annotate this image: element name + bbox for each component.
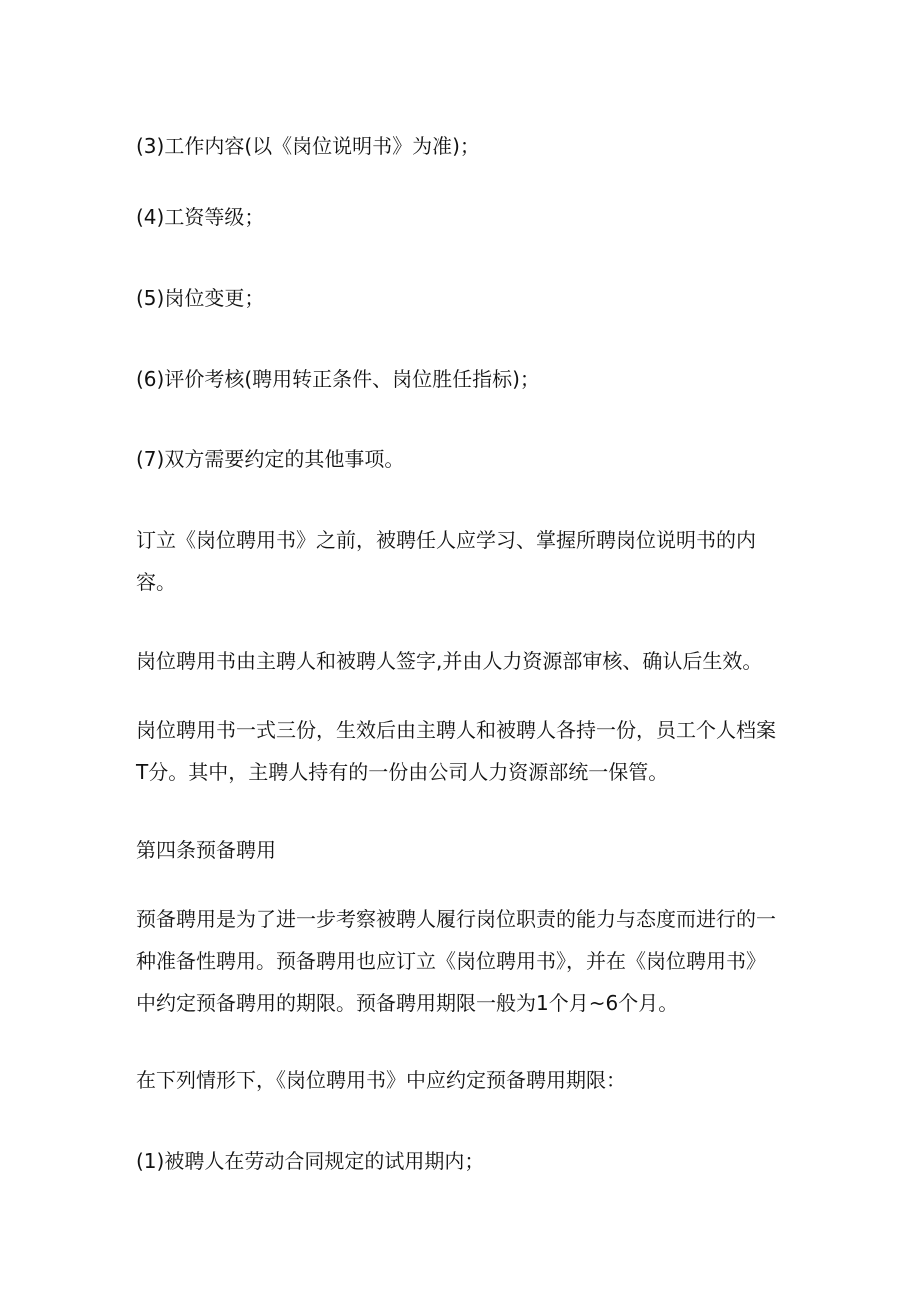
paragraph-line: (5)岗位变更； [136, 286, 265, 310]
paragraph-line: 容。 [136, 570, 176, 594]
paragraph-line: 订立《岗位聘用书》之前，被聘任人应学习、掌握所聘岗位说明书的内 [136, 528, 756, 552]
paragraph-line: 预备聘用是为了进一步考察被聘人履行岗位职责的能力与态度而进行的一 [136, 907, 776, 931]
paragraph-line: 岗位聘用书由主聘人和被聘人签字,并由人力资源部审核、确认后生效。 [136, 649, 763, 673]
paragraph-item-4 [136, 196, 796, 238]
paragraph-line: T分。其中，主聘人持有的一份由公司人力资源部统一保管。 [136, 760, 669, 784]
paragraph-line: (1)被聘人在劳动合同规定的试用期内； [136, 1149, 485, 1173]
paragraph-line: 岗位聘用书一式三份，生效后由主聘人和被聘人各持一份，员工个人档案 [136, 718, 776, 742]
paragraph-item-7 [136, 438, 796, 480]
paragraph-line: 中约定预备聘用的期限。预备聘用期限一般为1个月~6个月。 [136, 991, 679, 1015]
paragraph-signing [136, 640, 796, 682]
paragraph-preparation [136, 519, 796, 603]
paragraph-item-3 [136, 125, 796, 167]
paragraph-line: 第四条预备聘用 [136, 838, 276, 862]
paragraph-probation-definition [136, 898, 796, 1024]
paragraph-line: (6)评价考核(聘用转正条件、岗位胜任指标)； [136, 367, 540, 391]
paragraph-copies [136, 709, 796, 793]
paragraph-condition-1 [136, 1140, 796, 1182]
paragraph-item-6 [136, 358, 796, 400]
paragraph-line: (7)双方需要约定的其他事项。 [136, 447, 405, 471]
paragraph-line: (4)工资等级； [136, 205, 265, 229]
paragraph-line: 在下列情形下，《岗位聘用书》中应约定预备聘用期限： [136, 1068, 626, 1092]
paragraph-conditions-intro [136, 1059, 796, 1101]
section-heading [136, 829, 796, 871]
paragraph-line: 种准备性聘用。预备聘用也应订立《岗位聘用书》，并在《岗位聘用书》 [136, 949, 766, 973]
paragraph-line: (3)工作内容(以《岗位说明书》为准)； [136, 134, 480, 158]
paragraph-item-5 [136, 277, 796, 319]
